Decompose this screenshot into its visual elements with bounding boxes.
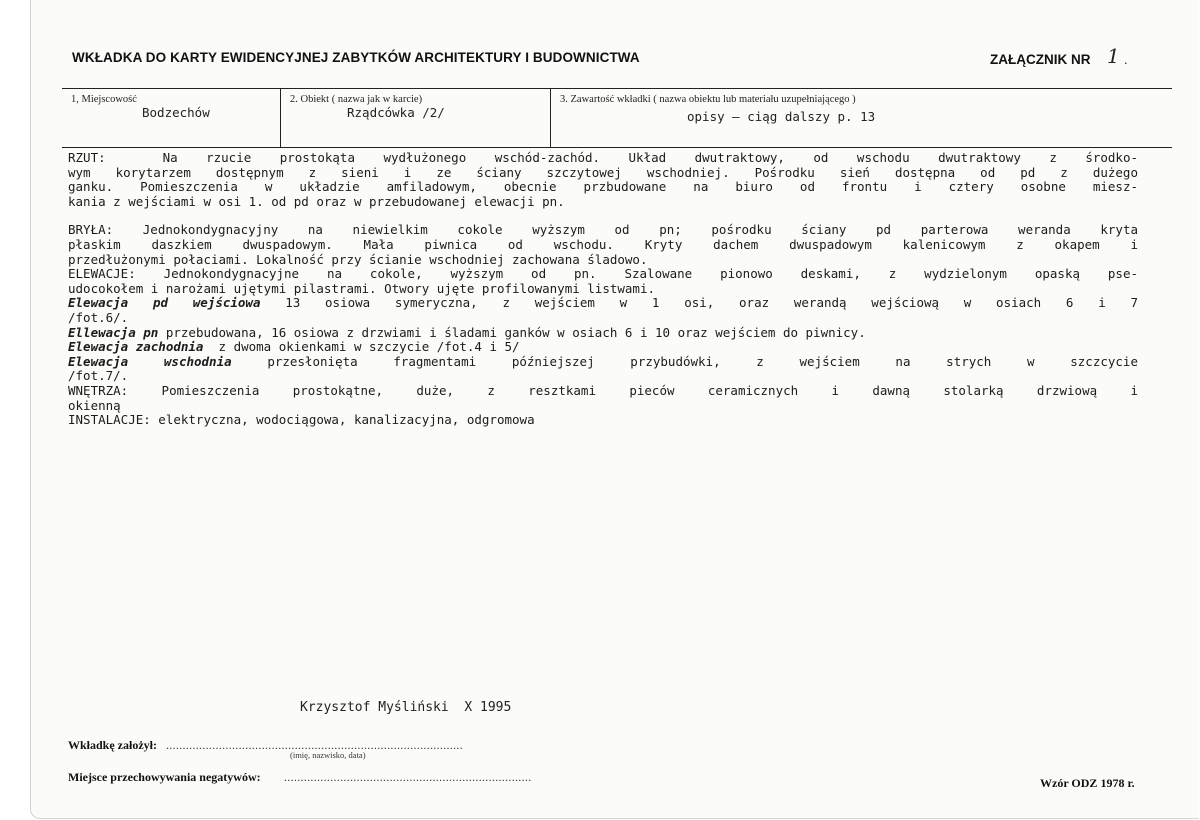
header-fields-row	[62, 88, 1172, 148]
created-by-label: Wkładkę założył:	[68, 738, 157, 752]
author-signature: Krzysztof Myśliński X 1995	[300, 700, 512, 715]
elevation-west-paragraph	[68, 340, 1138, 355]
annex-number: 1	[1107, 44, 1120, 68]
text-line: ganku. Pomieszczenia w układzie amfiladowym, obecnie przbudowane na biuro od frontu i cztery osobne miesz-	[68, 179, 1138, 195]
negatives-location-label: Miejsce przechowywania negatywów:	[68, 770, 261, 784]
locality-cell	[62, 89, 280, 147]
text-line: /fot.7/.	[68, 368, 129, 384]
form-pattern-label: Wzór ODZ 1978 r.	[1040, 776, 1135, 790]
elevation-south-text: 13 osiowa symeryczna, z wejściem w 1 osi, oraz werandą wejściową w osiach 6 i 7	[260, 295, 1138, 311]
object-label: 2. Obiekt ( nazwa jak w karcie)	[290, 94, 423, 105]
installations-paragraph	[68, 413, 1138, 428]
elevation-east-paragraph	[68, 355, 1138, 384]
interiors-paragraph	[68, 384, 1138, 413]
contents-cell	[550, 89, 1173, 147]
text-line: INSTALACJE: elektryczna, wodociągowa, kanalizacyjna, odgromowa	[68, 412, 535, 428]
elevation-west-text: z dwoma okienkami w szczycie /fot.4 i 5/	[203, 339, 520, 355]
elevation-south-keyword: Elewacja pd wejściowa	[68, 295, 261, 311]
description-body	[68, 151, 1138, 428]
text-line: WNĘTRZA: Pomieszczenia prostokątne, duże, z resztkami pieców ceramicznych i dawną stolarką drzwiową i	[68, 382, 1138, 398]
created-by-hint: (imię, nazwisko, data)	[290, 750, 366, 760]
negatives-location-dots: ...........................................................................	[284, 770, 532, 784]
object-cell	[280, 89, 551, 147]
elewacje-paragraph	[68, 267, 1138, 296]
text-line	[68, 340, 1138, 355]
text-line: okienną	[68, 397, 121, 413]
form-title: WKŁADKA DO KARTY EWIDENCYJNEJ ZABYTKÓW ARCHITEKTURY I BUDOWNICTWA	[72, 50, 640, 65]
bryla-paragraph	[68, 223, 1138, 267]
text-line	[68, 296, 1138, 311]
elevation-east-keyword: Elewacja wschodnia	[68, 353, 232, 369]
paragraph-gap	[68, 209, 1138, 223]
elevation-east-text: przesłonięta fragmentami późniejszej przybudówki, z wejściem na strych w szczcycie	[231, 353, 1138, 369]
elevation-north-paragraph	[68, 326, 1138, 341]
annex-suffix: .	[1124, 52, 1128, 67]
text-line	[68, 326, 1138, 341]
created-by-dots: ..........................................................................................	[166, 738, 463, 752]
locality-label: 1, Miejscowość	[71, 94, 137, 105]
locality-value: Bodzechów	[142, 105, 210, 120]
contents-label: 3. Zawartość wkładki ( nazwa obiektu lub materiału uzupełniającego )	[560, 94, 856, 105]
annex-label: ZAŁĄCZNIK NR	[990, 52, 1091, 67]
elevation-west-keyword: Elewacja zachodnia	[68, 339, 204, 355]
rzut-paragraph	[68, 151, 1138, 209]
text-line: /fot.6/.	[68, 309, 129, 325]
text-line: RZUT: Na rzucie prostokąta wydłużonego wschód-zachód. Układ dwutraktowy, od wschodu dwutraktowy z środko-	[68, 150, 1138, 165]
text-line: kania z wejściami w osi 1. od pd oraz w przebudowanej elewacji pn.	[68, 193, 565, 209]
text-line	[68, 355, 1138, 370]
text-line: ELEWACJE: Jednokondygnacyjne na cokole, wyższym od pn. Szalowane pionowo deskami, z wydzielonym opaską pse-	[68, 266, 1138, 282]
elevation-north-keyword: Ellewacja pn	[68, 324, 159, 340]
text-line: przedłużonymi połaciami. Lokalność przy ścianie wschodniej zachowana śladowo.	[68, 251, 648, 267]
text-line: udocokołem i narożami ujętymi pilastrami. Otwory ujęte profilowanymi listwami.	[68, 280, 655, 296]
text-line: wym korytarzem dostępnym z sieni i ze ściany szczytowej wschodniej. Pośrodku sień dostępna od pd z dużego	[68, 164, 1138, 180]
text-line: płaskim daszkiem dwuspadowym. Mała piwnica od wschodu. Kryty dachem dwuspadowym kalenicowym z okapem i	[68, 236, 1138, 252]
text-line: BRYŁA: Jednokondygnacyjny na niewielkim cokole wyższym od pn; pośrodku ściany pd parterowa weranda kryta	[68, 222, 1138, 238]
elevation-north-text: przebudowana, 16 osiowa z drzwiami i śladami ganków w osiach 6 i 10 oraz wejściem do piwnicy.	[158, 324, 866, 340]
contents-value: opisy – ciąg dalszy p. 13	[687, 109, 876, 124]
object-value: Rządcówka /2/	[347, 105, 445, 120]
elevation-south-paragraph	[68, 296, 1138, 325]
